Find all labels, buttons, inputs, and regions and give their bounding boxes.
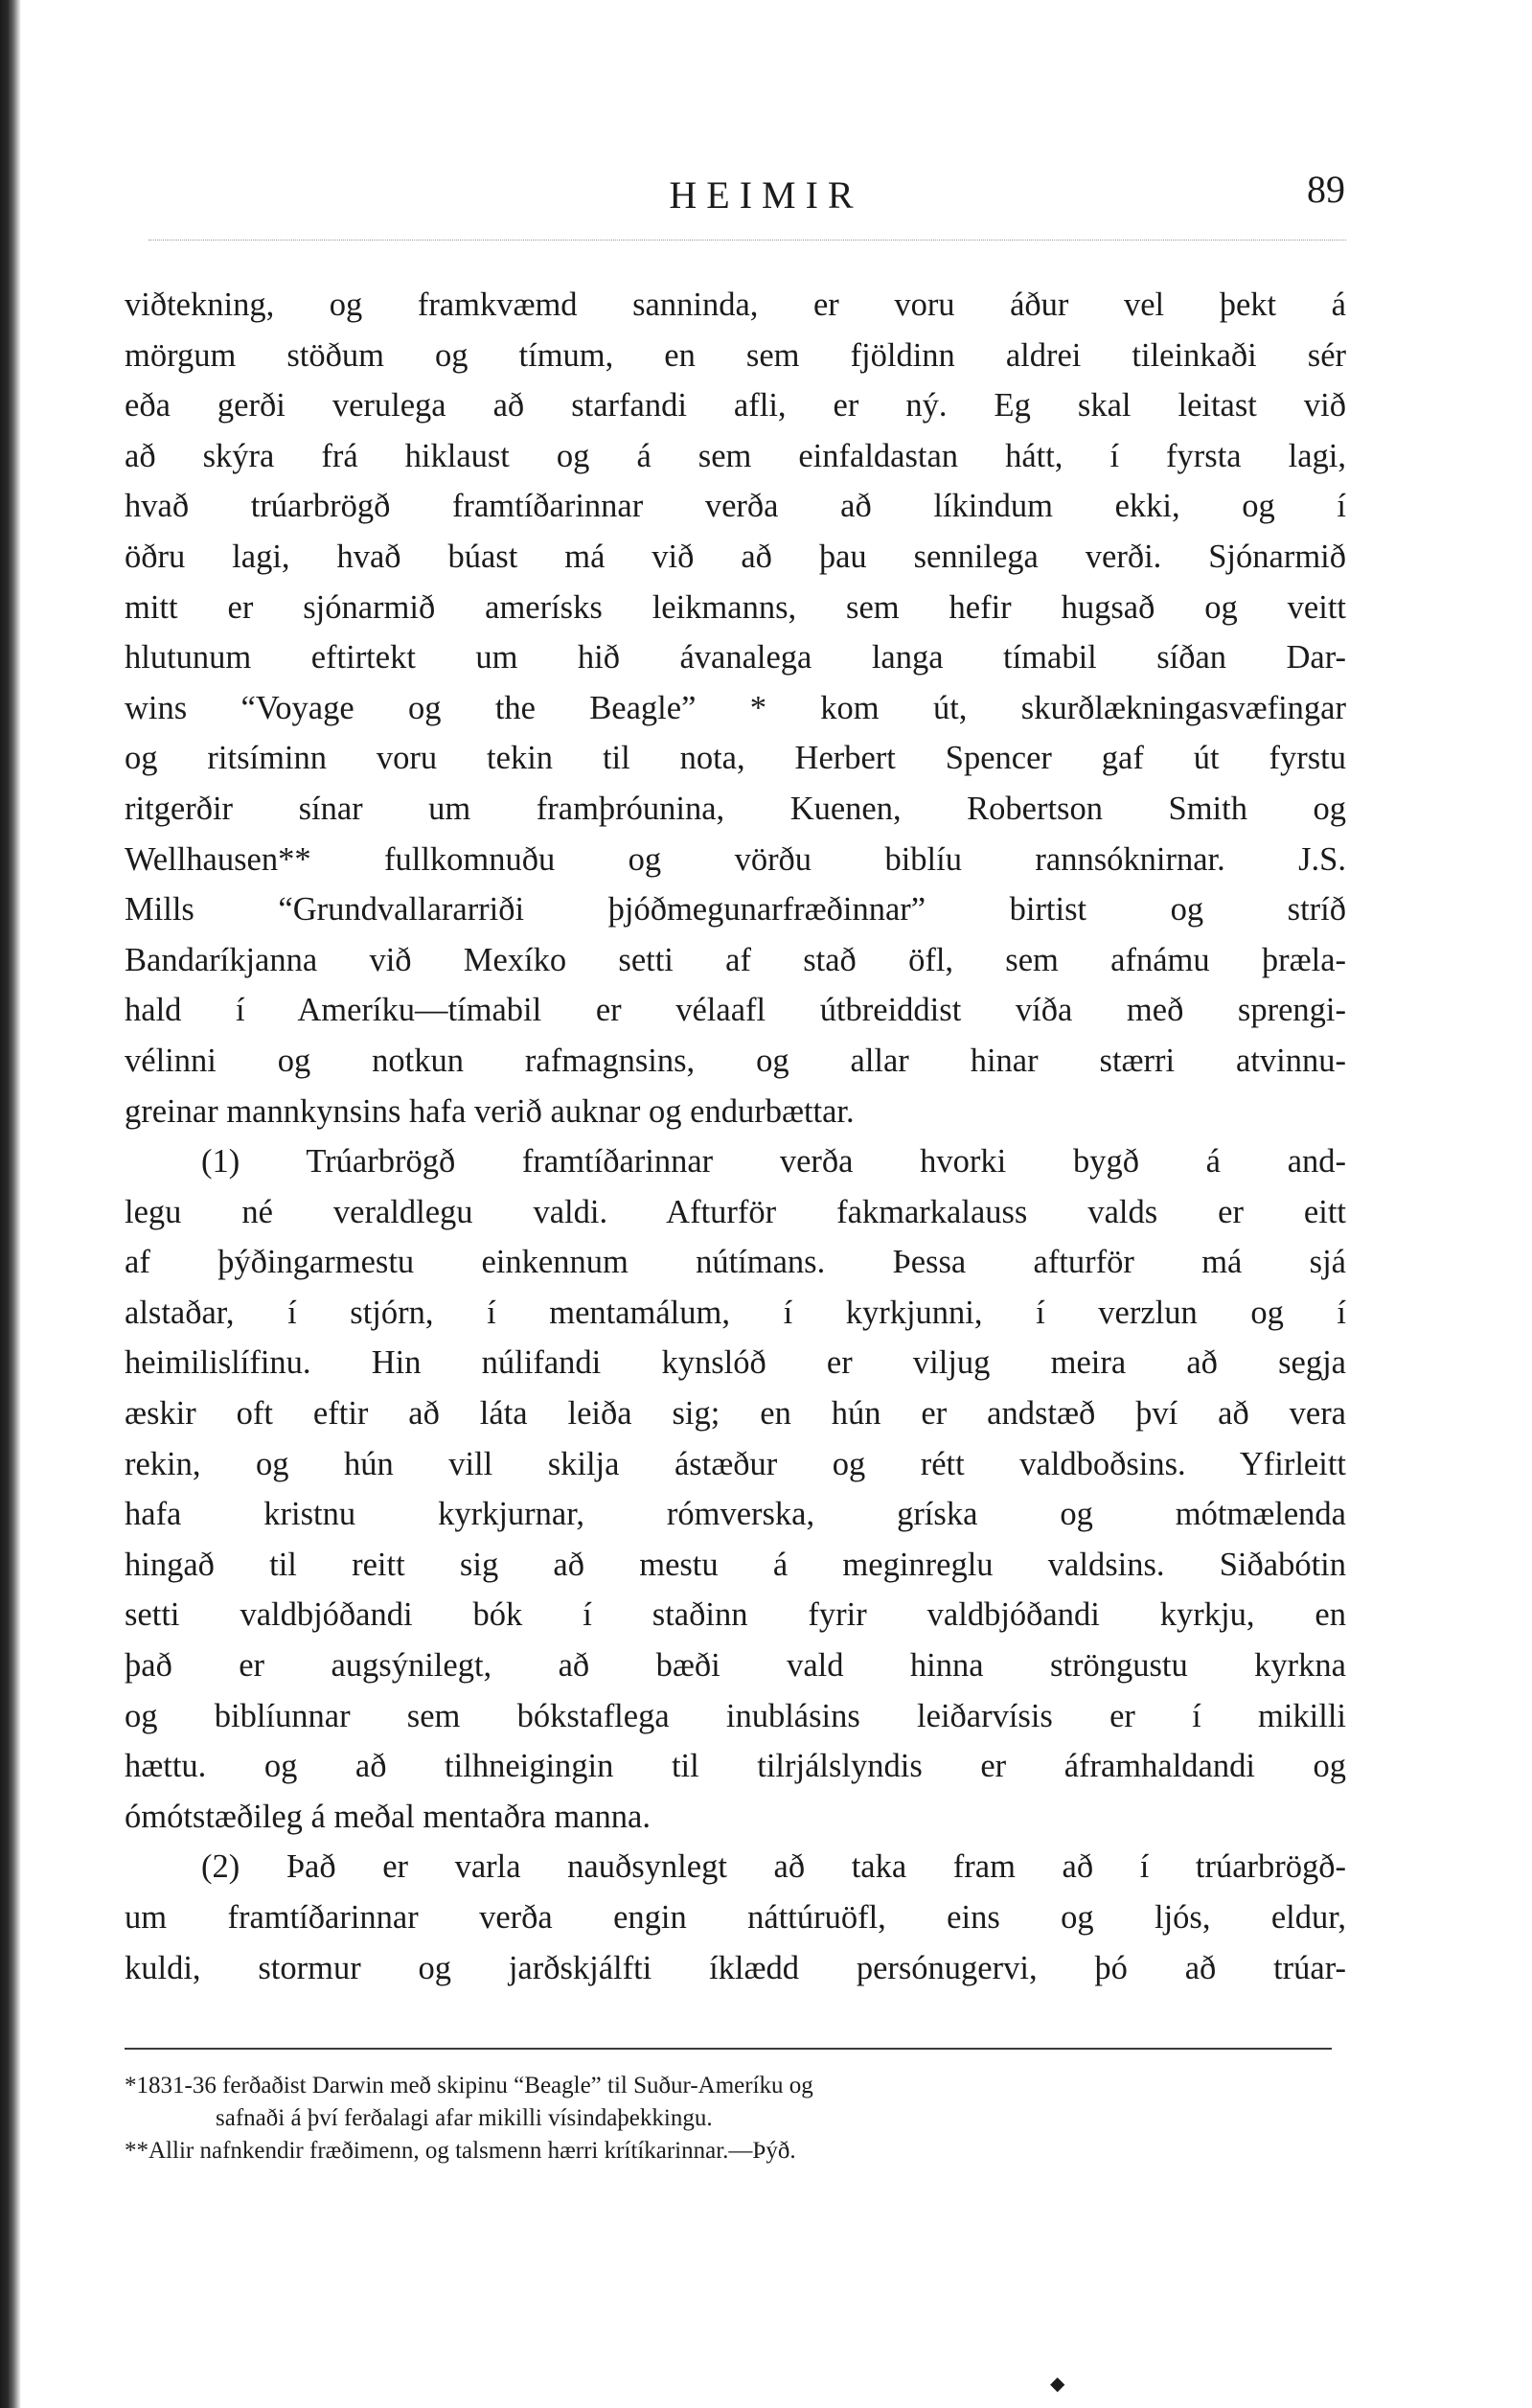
text-line: æskir oft eftir að láta leiða sig; en hún er andstæð því að vera [125,1395,1346,1433]
text-line: hingað til reitt sig að mestu á meginreglu valdsins. Siðabótin [125,1546,1346,1583]
text-line: hafa kristnu kyrkjurnar, rómverska, gríska og mótmælenda [125,1496,1346,1533]
footnote-line: **Allir nafnkendir fræðimenn, og talsmenn hærri krítíkarinnar.—Þýð. [125,2138,796,2164]
text-line: að skýra frá hiklaust og á sem einfaldastan hátt, í fyrsta lagi, [125,437,1346,474]
running-title: HEIMIR [669,173,863,217]
footnotes [125,2070,1351,2167]
binding-edge [0,0,21,2408]
text-line: wins “Voyage og the Beagle” * kom út, skurðlækningasvæfingar [125,689,1346,726]
text-line: hald í Ameríku—tímabil er vélaafl útbreiddist víða með sprengi- [125,992,1346,1029]
text-line: legu né veraldlegu valdi. Afturför fakmarkalauss valds er eitt [125,1193,1346,1230]
text-line: alstaðar, í stjórn, í mentamálum, í kyrkjunni, í verzlun og í [125,1294,1346,1331]
running-head [0,168,1532,230]
text-line: rekin, og hún vill skilja ástæður og rétt valdboðsins. Yfirleitt [125,1445,1346,1482]
text-line: mitt er sjónarmið amerísks leikmanns, sem hefir hugsað og veitt [125,588,1346,626]
header-rule [149,240,1346,241]
text-line: heimilislífinu. Hin núlifandi kynslóð er viljug meira að segja [125,1344,1346,1382]
text-line: viðtekning, og framkvæmd sanninda, er voru áður vel þekt á [125,287,1346,323]
text-line: mörgum stöðum og tímum, en sem fjöldinn aldrei tileinkaði sér [125,336,1346,374]
text-line: ómótstæðileg á meðal mentaðra manna. [125,1798,651,1835]
text-line: (1) Trúarbrögð framtíðarinnar verða hvorki bygð á and- [201,1143,1346,1181]
text-line: af þýðingarmestu einkennum nútímans. Þessa afturför má sjá [125,1244,1346,1281]
text-line: kuldi, stormur og jarðskjálfti íklædd persónugervi, þó að trúar- [125,1949,1346,1986]
page-number: 89 [1307,168,1345,211]
text-line: eða gerði verulega að starfandi afli, er ný. Eg skal leitast við [125,387,1346,424]
text-line: ritgerðir sínar um framþróunina, Kuenen, Robertson Smith og [125,790,1346,827]
text-line: það er augsýnilegt, að bæði vald hinna ströngustu kyrkna [125,1647,1346,1685]
footnote-line: *1831-36 ferðaðist Darwin með skipinu “Beagle” til Suður-Ameríku og [125,2073,813,2098]
text-line: greinar mannkynsins hafa verið auknar og endurbættar. [125,1092,855,1130]
footer-mark: ◆ [1050,2374,1065,2395]
footnote-line: safnaði á því ferðalagi afar mikilli vísindaþekkingu. [216,2105,713,2131]
text-line: Bandaríkjanna við Mexíko setti af stað öfl, sem afnámu þræla- [125,941,1346,978]
text-line: vélinni og notkun rafmagnsins, og allar hinar stærri atvinnu- [125,1042,1346,1079]
text-line: (2) Það er varla nauðsynlegt að taka fram að í trúarbrögð- [201,1848,1346,1886]
text-line: Mills “Grundvallararriði þjóðmegunarfræðinnar” birtist og stríð [125,891,1346,929]
text-line: og biblíunnar sem bókstaflega inublásins leiðarvísis er í mikilli [125,1697,1346,1734]
text-line: Wellhausen** fullkomnuðu og vörðu biblíu rannsóknirnar. J.S. [125,840,1346,878]
body-text [125,280,1346,1993]
text-line: um framtíðarinnar verða engin náttúruöfl, eins og ljós, eldur, [125,1899,1346,1936]
text-line: öðru lagi, hvað búast má við að þau sennilega verði. Sjónarmið [125,538,1346,575]
text-line: hættu. og að tilhneigingin til tilrjálslyndis er áframhaldandi og [125,1748,1346,1785]
text-line: hvað trúarbrögð framtíðarinnar verða að líkindum ekki, og í [125,488,1346,525]
text-line: setti valdbjóðandi bók í staðinn fyrir valdbjóðandi kyrkju, en [125,1596,1346,1634]
text-line: og ritsíminn voru tekin til nota, Herbert Spencer gaf út fyrstu [125,740,1346,777]
text-line: hlutunum eftirtekt um hið ávanalega langa tímabil síðan Dar- [125,639,1346,677]
footnote-rule [125,2048,1332,2050]
